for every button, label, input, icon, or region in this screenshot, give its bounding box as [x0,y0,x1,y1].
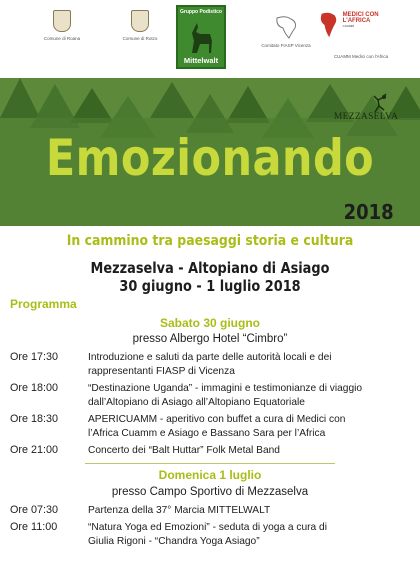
schedule-time: Ore 18:30 [10,413,59,425]
schedule-description [88,444,410,458]
schedule-line: l’Africa Cuamm e Asiago e Bassano Sara per l’Africa [88,427,326,439]
cuamm-caption: CUAMM Medici con l'Africa [333,54,389,59]
schedule-time: Ore 11:00 [10,521,58,533]
cuamm-sub: CUAMM [342,24,354,28]
fiasp-caption: Comitato FIASP Vicenza [261,43,311,48]
event-dates: 30 giugno - 1 luglio 2018 [119,277,301,295]
africa-outline-icon [271,14,301,40]
roana-caption: Comune di Roana [43,36,81,41]
schedule-line: Partenza della 37° Marcia MITTELWALT [88,505,271,516]
roana-crest-icon [53,10,71,32]
schedule-line: dall’Altopiano di Asiago all’Altopiano Equatoriale [88,396,305,408]
schedule-description [88,351,410,379]
program-heading: Programma [10,297,77,311]
schedule-description [88,382,410,410]
cuamm-logo [318,10,404,59]
mittelwalt-logo [176,5,226,69]
roana-logo [42,10,82,41]
deer-icon [178,19,224,59]
sponsor-header [0,0,420,78]
schedule-description [88,504,410,518]
schedule-time: Ore 21:00 [10,444,59,456]
schedule-line: “Natura Yoga ed Emozioni” - seduta di yoga a cura di [88,522,327,533]
event-subtitle: In cammino tra paesaggi storia e cultura [66,233,354,249]
venue-sunday: presso Campo Sportivo di Mezzaselva [111,486,309,498]
cuamm-name: MEDICI CON L'AFRICA [342,12,379,24]
africa-icon [318,10,339,40]
schedule-line: APERICUAMM - aperitivo con buffet a cura di Medici con [88,414,346,425]
schedule-line: “Destinazione Uganda” - immagini e testimonianze di viaggio [88,383,363,394]
schedule-description [88,521,410,549]
schedule-time: Ore 18:00 [10,382,59,394]
schedule-description [88,413,410,441]
schedule-line: Introduzione e saluti da parte delle autorità locali e dei [88,352,332,363]
event-year: 2018 [343,200,394,224]
schedule-line: Giulia Rigoni - “Chandra Yoga Asiago” [88,535,260,547]
rotzo-crest-icon [131,10,149,32]
mittelwalt-logo-top: Gruppo Podistico [180,9,222,15]
schedule-line: rappresentanti FIASP di Vicenza [88,365,235,377]
event-title: Emozionando [45,129,375,187]
mittelwalt-logo-bottom: Mittelwalt [183,56,219,65]
venue-saturday: presso Albergo Hotel “Cimbro” [132,333,288,345]
schedule-time: Ore 17:30 [10,351,59,363]
fiasp-logo [258,14,314,48]
event-location: Mezzaselva - Altopiano di Asiago [90,259,330,277]
mezzaselva-brand: MEZZASELVA [333,112,399,122]
schedule-line: Concerto dei “Balt Huttar” Folk Metal Band [88,445,280,456]
leaping-figure-icon [370,92,390,114]
day-title-saturday: Sabato 30 giugno [159,316,260,330]
day-title-sunday: Domenica 1 luglio [158,468,262,482]
section-divider [85,463,335,464]
rotzo-logo [120,10,160,41]
rotzo-caption: Comune di Rotzo [122,36,158,41]
schedule-time: Ore 07:30 [10,504,59,516]
